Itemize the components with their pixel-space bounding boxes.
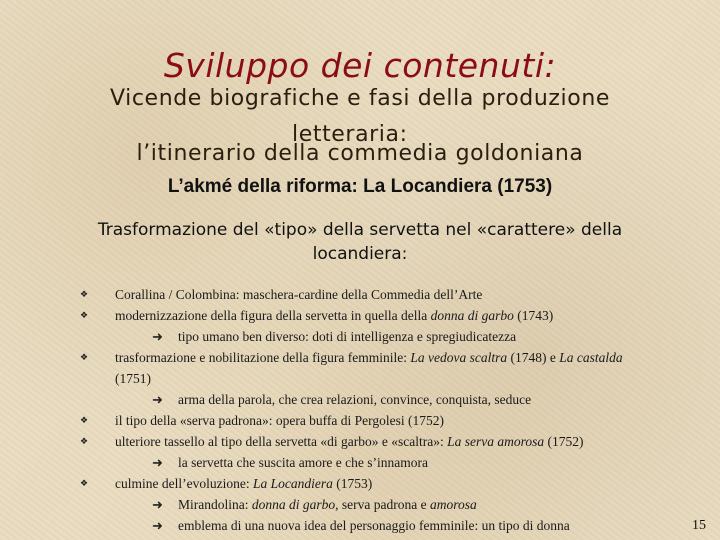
arrow-icon: ➜ bbox=[152, 455, 163, 470]
arrow-icon: ➜ bbox=[152, 329, 163, 344]
list-subitem: ➜ arma della parola, che crea relazioni, convince, conquista, seduce bbox=[0, 389, 720, 410]
bullet-icon: ❖ bbox=[80, 478, 89, 488]
list-item: ❖ Corallina / Colombina: maschera-cardine della Commedia dell’Arte bbox=[0, 284, 720, 305]
list-item: ❖ ulteriore tassello al tipo della servetta «di garbo» e «scaltra»: La serva amorosa (1752) bbox=[0, 431, 720, 452]
arrow-icon: ➜ bbox=[152, 392, 163, 407]
list-item: ❖ modernizzazione della figura della servetta in quella della donna di garbo (1743) bbox=[0, 305, 720, 326]
bullet-icon: ❖ bbox=[80, 352, 89, 362]
arrow-icon: ➜ bbox=[152, 497, 163, 512]
subtitle-line-2: letteraria: bbox=[292, 122, 408, 147]
intro-text: Trasformazione del «tipo» della servetta nel «carattere» della locandiera: bbox=[97, 220, 623, 264]
bullet-icon: ❖ bbox=[80, 415, 89, 425]
list-subitem: ➜ la servetta che suscita amore e che s’innamora bbox=[0, 452, 720, 473]
section-heading: L’akmé della riforma: La Locandiera (1753) bbox=[167, 176, 553, 197]
subtitle-line-1: Vicende biografiche e fasi della produzione bbox=[109, 86, 610, 111]
list-subitem: ➜ tipo umano ben diverso: doti di intelligenza e spregiudicatezza bbox=[0, 326, 720, 347]
bullet-icon: ❖ bbox=[80, 289, 89, 299]
list-item: ❖ trasformazione e nobilitazione della figura femminile: La vedova scaltra (1748) e La castalda (1751) bbox=[0, 347, 720, 389]
list-subitem: ➜ emblema di una nuova idea del personaggio femminile: un tipo di donna bbox=[0, 515, 720, 536]
list-item: ❖ il tipo della «serva padrona»: opera buffa di Pergolesi (1752) bbox=[0, 410, 720, 431]
content-list bbox=[0, 284, 720, 536]
page-number: 15 bbox=[692, 518, 706, 533]
subtitle-line-3: l’itinerario della commedia goldoniana bbox=[136, 141, 584, 166]
list-subitem: ➜ Mirandolina: donna di garbo, serva padrona e amorosa bbox=[0, 494, 720, 515]
arrow-icon: ➜ bbox=[152, 518, 163, 533]
bullet-icon: ❖ bbox=[80, 310, 89, 320]
list-item: ❖ culmine dell’evoluzione: La Locandiera (1753) bbox=[0, 473, 720, 494]
slide-title: Sviluppo dei contenuti: bbox=[163, 46, 557, 85]
bullet-icon: ❖ bbox=[80, 436, 89, 446]
